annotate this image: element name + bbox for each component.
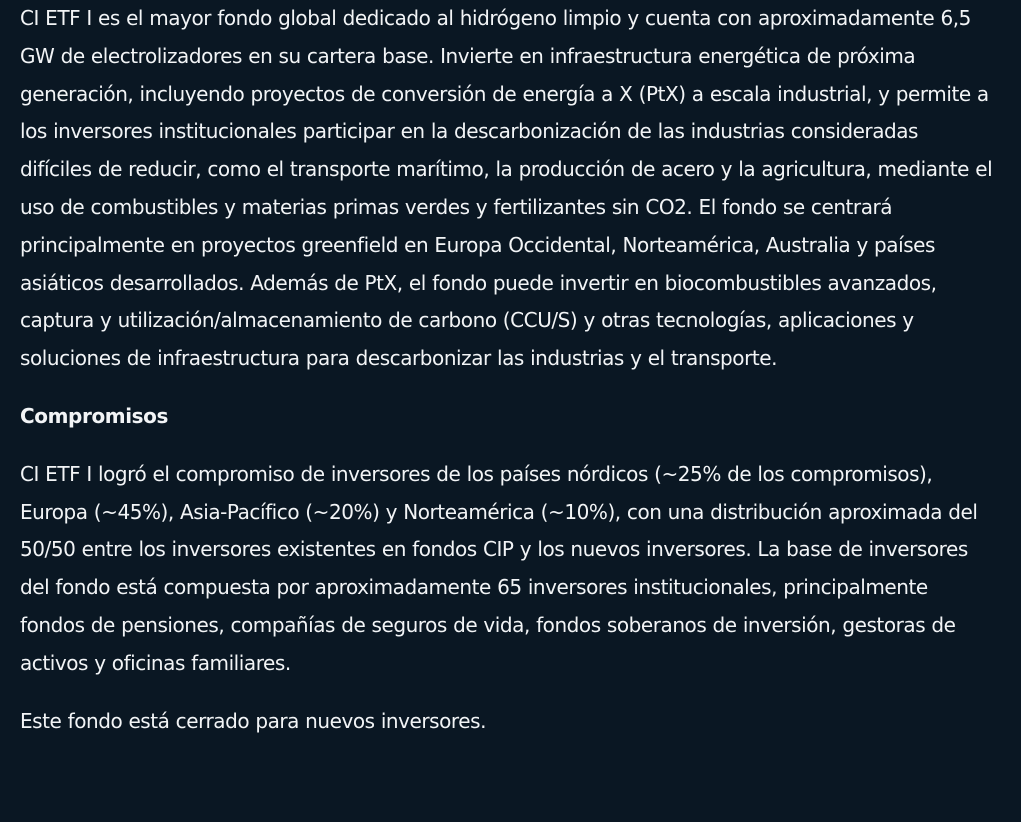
fund-intro-paragraph: CI ETF I es el mayor fondo global dedicado al hidrógeno limpio y cuenta con aproximadamente 6,5 GW de electrolizadores en su cartera base. Invierte en infraestructura energética de próxima generación, incluyendo proyectos de conversión de energía a X (PtX) a escala industrial, y permite a los inversores institucionales participar en la descarbonización de las industrias consideradas difíciles de reducir, como el transporte marítimo, la producción de acero y la agricultura, mediante el uso de combustibles y materias primas verdes y fertilizantes sin CO2. El fondo se centrará principalmente en proyectos greenfield en Europa Occidental, Norteamérica, Australia y países asiáticos desarrollados. Además de PtX, el fondo puede invertir en biocombustibles avanzados, captura y utilización/almacenamiento de carbono (CCU/S) y otras tecnologías, aplicaciones y soluciones de infraestructura para descarbonizar las industrias y el transporte.	[20, 6, 993, 371]
commitments-paragraph: CI ETF I logró el compromiso de inversores de los países nórdicos (~25% de los compromisos), Europa (~45%), Asia-Pacífico (~20%) y Norteamérica (~10%), con una distribución aproximada del 50/50 entre los inversores existentes en fondos CIP y los nuevos inversores. La base de inversores del fondo está compuesta por aproximadamente 65 inversores institucionales, principalmente fondos de pensiones, compañías de seguros de vida, fondos soberanos de inversión, gestoras de activos y oficinas familiares.	[20, 461, 978, 675]
commitments-heading: Compromisos	[20, 403, 169, 428]
fund-closed-notice: Este fondo está cerrado para nuevos inversores.	[20, 708, 486, 733]
